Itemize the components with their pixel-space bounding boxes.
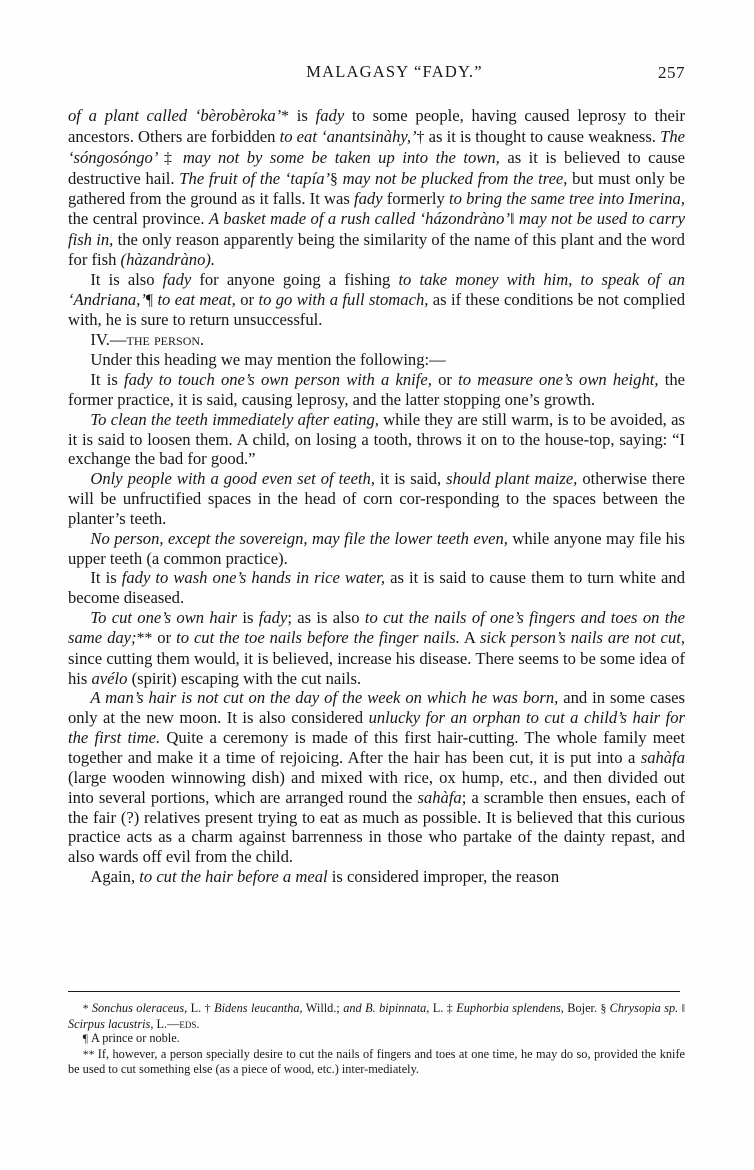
roman-run: or	[431, 369, 459, 389]
roman-run: as it is thought to cause weakness.	[424, 126, 661, 146]
page-content	[68, 62, 685, 887]
italic-run: The ‘sóngosóngo’	[68, 126, 686, 167]
italic-run: fady to touch one’s own person with a knife,	[124, 369, 432, 389]
roman-run: it is said,	[375, 469, 447, 489]
roman-run: and in some cases only at the new moon. It is also considered	[68, 688, 686, 728]
roman-run: since cutting them would, it is believed, increase his disease. There seems to be some idea of his	[68, 648, 685, 688]
footnote-reference-mark: ¶	[145, 291, 154, 309]
footnote-list	[68, 1001, 685, 1077]
italic-run: to go with a full stomach,	[258, 289, 429, 309]
italic-run: should plant maize,	[446, 469, 578, 489]
italic-run: unlucky for an orphan to cut a child’s hair for the first time.	[68, 708, 685, 748]
paragraph-under-heading	[68, 350, 685, 370]
italic-run: Sonchus oleraceus,	[91, 1001, 188, 1015]
roman-run: while they are still warm, is to be avoided, as it is said to loosen them. A child, on losing a tooth, throws it on to the house-top, saying: “I exchange the bad for good.”	[68, 409, 685, 469]
roman-run: It is	[90, 369, 125, 389]
italic-run: fady to wash one’s hands in rice water,	[121, 568, 386, 588]
footnote-reference-mark: **	[136, 629, 153, 647]
italic-run: fady	[162, 269, 192, 289]
italic-run: No person, except the sovereign, may file the lower teeth even,	[90, 528, 508, 548]
italic-run: sahàfa	[640, 748, 685, 767]
footnote-area	[68, 991, 685, 1077]
paragraph-hair-cutting-ceremony	[68, 688, 685, 867]
paragraph-maize	[68, 469, 685, 529]
roman-run: is considered improper, the reason	[327, 867, 560, 887]
italic-run: (hàzandràno).	[120, 249, 216, 269]
section-number: IV.—	[90, 330, 127, 350]
roman-run: the only reason apparently being the similarity of the name of this plant and the word for fish	[68, 230, 685, 269]
footnote-reference-mark: §	[330, 170, 338, 188]
roman-run: the central province.	[68, 209, 209, 229]
roman-run: for anyone going a fishing	[191, 269, 399, 289]
paragraph-fishing	[68, 270, 685, 331]
italic-run: may not be plucked from the tree,	[337, 168, 568, 188]
italic-run: and B. bipinnata,	[343, 1001, 430, 1015]
roman-run: It is	[90, 568, 122, 588]
roman-run: L.	[429, 1001, 447, 1015]
roman-run: or	[235, 289, 259, 309]
italic-run: may not be used to carry fish in,	[68, 209, 686, 250]
italic-run: To clean the teeth immediately after eating,	[90, 409, 379, 429]
footnote-reference-mark: ¶	[82, 1032, 91, 1046]
paragraph-rice-water	[68, 568, 685, 608]
roman-run: is	[237, 608, 259, 628]
body-text-column	[68, 106, 685, 887]
roman-run: ; as is also	[287, 608, 365, 628]
italic-run: A man’s hair is not cut on the day of the week on which he was born,	[90, 688, 559, 708]
roman-run: otherwise there will be unfructified spaces in the head of corn cor-responding to the spaces between the planter’s teeth.	[68, 469, 685, 528]
roman-run: If, however, a person specially desire to cut the nails of fingers and toes at one time, he may do so, provided the knife be used to cut something else (as a piece of wood, etc.) inter-mediately.	[68, 1046, 685, 1077]
roman-run: or	[152, 627, 177, 647]
footnote-reference-mark: §	[600, 1002, 610, 1015]
roman-run: as it is believed to cause destructive hail.	[68, 147, 686, 188]
italic-run: avélo	[91, 668, 128, 688]
italic-run: The fruit of the ‘tapía’	[179, 168, 331, 188]
italic-run: sick person’s nails are not cut,	[479, 627, 685, 647]
italic-run: to take money with him, to speak of an ‘Andriana,’	[68, 269, 685, 309]
italic-run: To cut one’s own hair	[90, 608, 238, 628]
paragraph-plants-continued	[68, 106, 685, 270]
italic-run: Euphorbia splendens,	[456, 1001, 564, 1015]
page-number: 257	[658, 63, 685, 82]
running-head	[68, 62, 685, 96]
italic-run: to cut the nails of one’s fingers and toes on the same day;	[68, 608, 685, 647]
paragraph-file-teeth	[68, 529, 685, 569]
italic-run: to cut the hair before a meal	[139, 867, 328, 887]
roman-run: (spirit) escaping with the cut nails.	[127, 668, 362, 688]
roman-run: (large wooden winnowing dish) and mixed with rice, ox hump, etc., and then divided out into several portions, which are arranged round the	[68, 767, 685, 807]
footnote-reference-mark: **	[82, 1047, 98, 1061]
roman-run: while anyone may file his upper teeth (a common practice).	[68, 528, 685, 568]
section-title: the person.	[126, 330, 205, 350]
paragraph-hair-and-nails	[68, 608, 685, 688]
section-heading	[68, 330, 685, 350]
footnote-reference-mark: ‡	[446, 1002, 457, 1015]
footnote-reference-mark: ‖	[681, 1002, 685, 1015]
paragraph-clean-teeth	[68, 410, 685, 470]
italic-run: sahàfa	[417, 787, 462, 807]
footnote-reference-mark: ‖	[510, 211, 515, 229]
footnote-reference-mark: ‡	[164, 149, 176, 167]
italic-run: fady	[315, 106, 345, 125]
roman-run: Under this heading we may mention the following:—	[90, 350, 446, 370]
footnote-reference-mark: *	[281, 108, 290, 125]
roman-run: L.—	[153, 1016, 180, 1031]
italic-run: Only people with a good even set of teeth,	[90, 469, 375, 489]
italic-run: fady	[353, 189, 383, 209]
footnote-line-2	[68, 1031, 685, 1047]
roman-run: but must only be gathered from the ground as it falls. It was	[68, 168, 685, 209]
italic-run: fady	[258, 608, 288, 628]
roman-run: Willd.;	[302, 1001, 344, 1015]
italic-run: Bidens leucantha,	[214, 1001, 303, 1015]
footnote-line-1	[68, 1001, 685, 1031]
italic-run: to measure one’s own height,	[458, 369, 659, 389]
italic-run: A basket made of a rush called ‘házondràno’	[209, 209, 511, 229]
running-head-title: MALAGASY “FADY.”	[306, 62, 483, 81]
footnote-reference-mark: *	[82, 1002, 92, 1015]
italic-run: of a plant called ‘bèrobèroka’	[68, 106, 282, 125]
footnote-reference-mark: †	[416, 128, 425, 146]
roman-run: the former practice, it is said, causing leprosy, and the latter stopping one’s growth.	[68, 369, 685, 409]
paragraph-again	[68, 867, 685, 887]
footnote-separator-rule	[68, 991, 680, 992]
roman-run: Bojer.	[563, 1001, 601, 1015]
roman-run: formerly	[382, 189, 449, 209]
italic-run: Scirpus lacustris,	[68, 1016, 154, 1031]
roman-run: It is also	[90, 269, 163, 289]
italic-run: to cut the toe nails before the finger nails.	[176, 627, 460, 647]
small-caps-run: eds.	[179, 1016, 200, 1031]
italic-run: to eat meat,	[153, 289, 236, 309]
roman-run: A	[459, 627, 480, 647]
roman-run: L.	[187, 1001, 205, 1015]
italic-run: may not by some be taken up into the town,	[175, 147, 500, 167]
footnote-line-3	[68, 1047, 685, 1077]
roman-run: as it is said to cause them to turn white and become diseased.	[68, 568, 685, 608]
italic-run: to eat ‘anantsinàhy,’	[279, 126, 417, 146]
roman-run: Quite a ceremony is made of this first hair-cutting. The whole family meet together and make it a time of rejoicing. After the hair has been cut, it is put into a	[68, 728, 685, 767]
roman-run: is	[289, 106, 316, 125]
paragraph-knife	[68, 370, 685, 410]
italic-run: to bring the same tree into Imerina,	[448, 189, 685, 209]
roman-run: A prince or noble.	[90, 1031, 180, 1046]
roman-run: Again,	[90, 867, 140, 887]
roman-run: as if these conditions be not complied with, he is sure to return unsuccessful.	[68, 289, 685, 330]
footnote-reference-mark: †	[204, 1002, 215, 1015]
roman-run: to some people, having caused leprosy to their ancestors. Others are forbidden	[68, 106, 685, 146]
roman-run: ; a scramble then ensues, each of the fair (?) relatives present trying to eat as much as possible. It is believed that this curious practice acts as a charm against barrenness in those who partake of the dainty repast, and also wards off evil from the child.	[68, 787, 685, 867]
italic-run: Chrysopia sp.	[609, 1001, 679, 1015]
